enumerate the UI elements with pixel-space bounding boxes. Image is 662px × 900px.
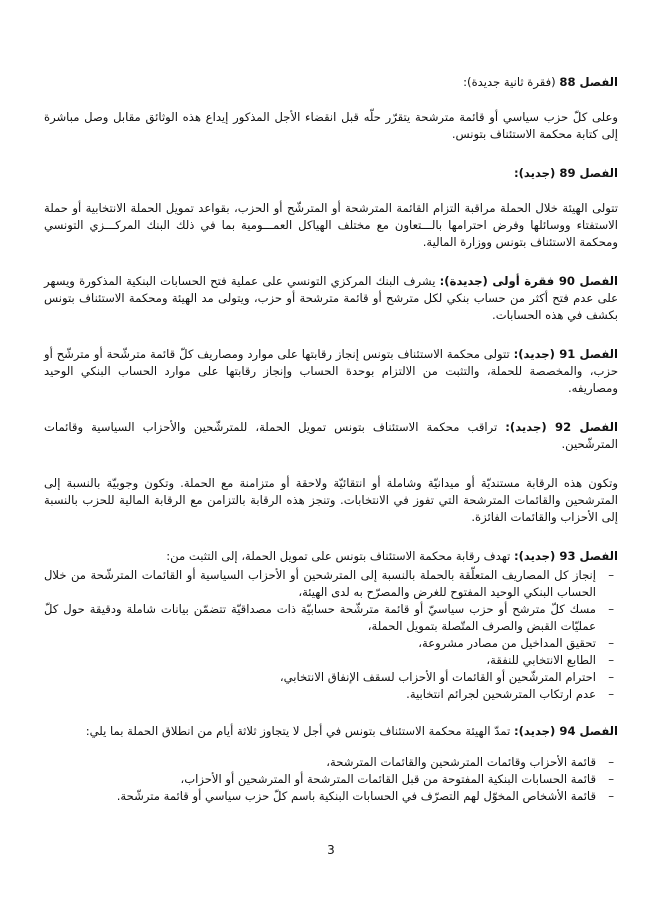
list-item: – إنجاز كل المصاريف المتعلّقة بالحملة بالنسبة إلى المترشحين أو الأحزاب السياسية أو القائمات المترشّحة من خلال الحساب البنكي الوحيد المفتوح للغرض والمصرّح به لدى الهيئة، [44,567,596,601]
section-90-label: الفصل 90 فقرة أولى (جديدة): [439,274,618,288]
section-88-label: الفصل 88 [559,75,618,89]
section-92-paragraph [44,419,618,453]
list-item: – احترام المترشّحين أو القائمات أو الأحزاب لسقف الإنفاق الانتخابي، [44,669,596,686]
section-93-intro: تهدف رقابة محكمة الاستئناف بتونس على تمويل الحملة، إلى التثبت من: [166,549,514,563]
page-number: 3 [327,843,335,857]
list-item: – عدم ارتكاب المترشحين لجرائم انتخابية. [44,686,596,703]
section-90-text: يشرف البنك المركزي التونسي على عملية فتح الحسابات البنكية المذكورة ويسهر على عدم فتح أكثر من حساب بنكي لكل مترشح أو قائمة مترشحة أو حزب، ويتولى مد الهيئة ومحكمة الاستئناف بتونس بكشف في هذه الحسابات. [44,274,618,322]
section-88-heading [44,74,618,91]
section-89-heading [44,165,618,182]
list-item: – مسك كلّ مترشح أو حزب سياسيّ أو قائمة مترشّحة حسابيّة ذات مصداقيّة تتضمّن بيانات شاملة ودقيقة حول كلّ عمليّات القبض والصرف المتّصلة بتمويل الحملة، [44,601,596,635]
section-93-list [44,567,618,703]
section-94-intro: تمدّ الهيئة محكمة الاستئناف بتونس في أجل لا يتجاوز ثلاثة أيام من انطلاق الحملة بما يلي: [85,724,514,738]
section-93-paragraph [44,548,618,565]
section-91-label: الفصل 91 (جديد): [513,347,619,361]
section-88-note: (فقرة ثانية جديدة): [463,75,560,89]
section-94-paragraph [44,723,618,740]
section-94-list [44,754,618,805]
section-92-text-2: وتكون هذه الرقابة مستنديّة أو ميدانيّة وشاملة أو انتقائيّة ولاحقة أو متزامنة مع الحملة. وتكون وجوبيّة بالنسبة إلى المترشحين والقائمات المترشحة التي تفوز في الانتخابات. وتنجز هذه الرقابة بالتزامن مع الرقابة المالية للحزب بالنسبة إلى الأحزاب والقائمات الفائزة. [44,476,618,524]
section-89-text: تتولى الهيئة خلال الحملة مراقبة التزام القائمة المترشحة أو المترشّح أو الحزب، بقواعد تمويل الحملة الانتخابية أو حملة الاستفتاء ووسائلها وفرض احترامها بالـــتعاون مع مختلف الهياكل العمـــومية بما في ذلك البنك المركـــزي التونسي ومحكمة الاستئناف بتونس ووزارة المالية. [44,201,618,249]
section-91-paragraph [44,346,618,397]
section-90-paragraph [44,273,618,324]
section-94-label: الفصل 94 (جديد): [514,724,618,738]
section-89-label: الفصل 89 (جديد): [514,166,618,180]
list-item: – الطابع الانتخابي للنفقة، [44,652,596,669]
section-88-text: وعلى كلّ حزب سياسي أو قائمة مترشحة يتقرّر حلّه قبل انقضاء الأجل المذكور إيداع هذه الوثائق مقابل وصل مباشرة إلى كتابة محكمة الاستئناف بتونس. [44,110,618,141]
list-item: – قائمة الأحزاب وقائمات المترشحين والقائمات المترشحة، [44,754,596,771]
section-92-label: الفصل 92 (جديد): [505,420,618,434]
list-item: – قائمة الحسابات البنكية المفتوحة من قبل القائمات المترشحة أو المترشحين أو الأحزاب، [44,771,596,788]
list-item: – تحقيق المداخيل من مصادر مشروعة، [44,635,596,652]
section-93-label: الفصل 93 (جديد): [514,549,618,563]
section-91-text: تتولى محكمة الاستئناف بتونس إنجاز رقابتها على موارد ومصاريف كلّ قائمة مترشّحة أو مترشّح أو حزب، والمخصصة للحملة، والتثبت من الالتزام بوحدة الحساب وإنجاز رقابتها على موارد الحساب البنكي الوحيد ومصاريفه. [44,347,618,395]
list-item: – قائمة الأشخاص المخوّل لهم التصرّف في الحسابات البنكية باسم كلّ حزب سياسي أو قائمة مترشّحة. [44,788,596,805]
section-92-text: تراقب محكمة الاستئناف بتونس تمويل الحملة، للمترشّحين والأحزاب السياسية وقائمات المترشّحين. [44,420,618,451]
